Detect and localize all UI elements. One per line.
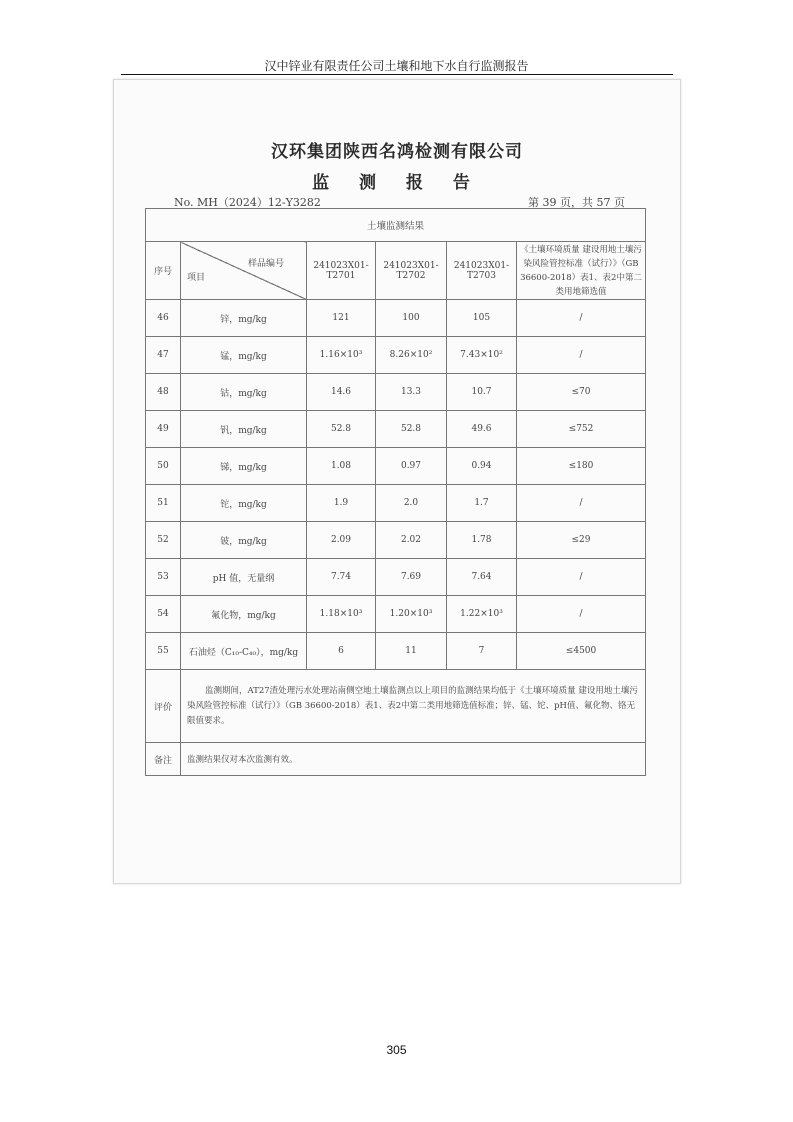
row-value-2: 1.20×10³ xyxy=(376,596,447,633)
table-row xyxy=(146,522,646,559)
table-header-row xyxy=(146,242,646,300)
row-value-1: 1.9 xyxy=(307,485,376,522)
row-item: 铍，mg/kg xyxy=(181,522,307,559)
company-name: 汉环集团陕西名鸿检测有限公司 xyxy=(271,142,523,162)
row-value-2: 11 xyxy=(376,633,447,670)
note-text: 监测结果仅对本次监测有效。 xyxy=(181,743,646,776)
row-seq: 54 xyxy=(146,596,181,633)
table-body xyxy=(146,300,646,670)
row-value-1: 1.16×10³ xyxy=(307,337,376,374)
row-standard: ≤70 xyxy=(517,374,646,411)
row-seq: 50 xyxy=(146,448,181,485)
row-value-1: 52.8 xyxy=(307,411,376,448)
note-row xyxy=(146,743,646,776)
note-label: 备注 xyxy=(146,743,181,776)
row-value-1: 7.74 xyxy=(307,559,376,596)
table-row xyxy=(146,633,646,670)
table-row xyxy=(146,300,646,337)
row-value-2: 100 xyxy=(376,300,447,337)
row-seq: 46 xyxy=(146,300,181,337)
table-row xyxy=(146,411,646,448)
evaluation-row xyxy=(146,670,646,743)
col-seq-header: 序号 xyxy=(146,242,181,300)
row-item: 锑，mg/kg xyxy=(181,448,307,485)
row-value-3: 1.78 xyxy=(447,522,517,559)
row-value-3: 49.6 xyxy=(447,411,517,448)
row-value-2: 0.97 xyxy=(376,448,447,485)
sample-header-2: 241023X01-T2702 xyxy=(376,242,447,300)
row-item: 氟化物，mg/kg xyxy=(181,596,307,633)
row-value-2: 2.02 xyxy=(376,522,447,559)
table-row xyxy=(146,596,646,633)
row-value-1: 121 xyxy=(307,300,376,337)
row-value-1: 14.6 xyxy=(307,374,376,411)
standard-header: 《土壤环境质量 建设用地土壤污染风险管控标准（试行）》（GB 36600-2018）表1、表2中第二类用地筛选值 xyxy=(517,242,646,300)
row-item: 石油烃（C₁₀-C₄₀），mg/kg xyxy=(181,633,307,670)
row-value-2: 52.8 xyxy=(376,411,447,448)
section-title: 土壤监测结果 xyxy=(146,209,646,242)
row-standard: / xyxy=(517,596,646,633)
row-item: 钴，mg/kg xyxy=(181,374,307,411)
row-value-3: 10.7 xyxy=(447,374,517,411)
section-title-row xyxy=(146,209,646,242)
row-value-1: 6 xyxy=(307,633,376,670)
table-row xyxy=(146,559,646,596)
row-value-1: 1.08 xyxy=(307,448,376,485)
row-item: pH 值，无量纲 xyxy=(181,559,307,596)
row-standard: ≤180 xyxy=(517,448,646,485)
row-seq: 55 xyxy=(146,633,181,670)
row-seq: 49 xyxy=(146,411,181,448)
row-value-2: 8.26×10² xyxy=(376,337,447,374)
soil-results-table xyxy=(145,208,646,776)
row-value-3: 0.94 xyxy=(447,448,517,485)
table-row xyxy=(146,337,646,374)
row-standard: ≤29 xyxy=(517,522,646,559)
page-number: 305 xyxy=(386,1043,407,1057)
row-seq: 52 xyxy=(146,522,181,559)
row-value-1: 1.18×10³ xyxy=(307,596,376,633)
row-seq: 47 xyxy=(146,337,181,374)
row-value-3: 7 xyxy=(447,633,517,670)
row-item: 锰，mg/kg xyxy=(181,337,307,374)
page-info: 第 39 页，共 57 页 xyxy=(528,196,625,209)
table-row xyxy=(146,448,646,485)
table-row xyxy=(146,374,646,411)
row-value-3: 7.43×10² xyxy=(447,337,517,374)
report-number: No. MH（2024）12-Y3282 xyxy=(174,196,321,209)
row-standard: / xyxy=(517,559,646,596)
row-value-2: 7.69 xyxy=(376,559,447,596)
row-value-2: 2.0 xyxy=(376,485,447,522)
row-standard: / xyxy=(517,337,646,374)
diagonal-header-cell xyxy=(181,242,307,300)
evaluation-text: 监测期间，AT27渣处理污水处理站南侧空地土壤监测点以上项目的监测结果均低于《土壤环境质量 建设用地土壤污染风险管控标准（试行）》（GB 36600-2018）表1、表2中第二类用地筛选值标准；锌、锰、铊、pH值、氟化物、铬无限值要求。 xyxy=(181,670,646,743)
sample-header-1: 241023X01-T2701 xyxy=(307,242,376,300)
row-value-3: 1.7 xyxy=(447,485,517,522)
scanned-report-page xyxy=(113,79,681,884)
sample-header-3: 241023X01-T2703 xyxy=(447,242,517,300)
evaluation-label: 评价 xyxy=(146,670,181,743)
row-value-3: 1.22×10³ xyxy=(447,596,517,633)
row-standard: / xyxy=(517,485,646,522)
header-rule xyxy=(121,74,673,75)
row-standard: / xyxy=(517,300,646,337)
diag-sample-label: 样品编号 xyxy=(247,259,284,269)
row-item: 铊，mg/kg xyxy=(181,485,307,522)
report-title: 监 测 报 告 xyxy=(312,173,482,193)
row-value-1: 2.09 xyxy=(307,522,376,559)
row-standard: ≤4500 xyxy=(517,633,646,670)
row-standard: ≤752 xyxy=(517,411,646,448)
diag-item-label: 项目 xyxy=(187,273,206,283)
row-value-3: 105 xyxy=(447,300,517,337)
running-header: 汉中锌业有限责任公司土壤和地下水自行监测报告 xyxy=(264,59,529,73)
row-seq: 51 xyxy=(146,485,181,522)
row-value-2: 13.3 xyxy=(376,374,447,411)
row-seq: 53 xyxy=(146,559,181,596)
row-item: 锌，mg/kg xyxy=(181,300,307,337)
row-value-3: 7.64 xyxy=(447,559,517,596)
table-row xyxy=(146,485,646,522)
row-seq: 48 xyxy=(146,374,181,411)
row-item: 钒，mg/kg xyxy=(181,411,307,448)
